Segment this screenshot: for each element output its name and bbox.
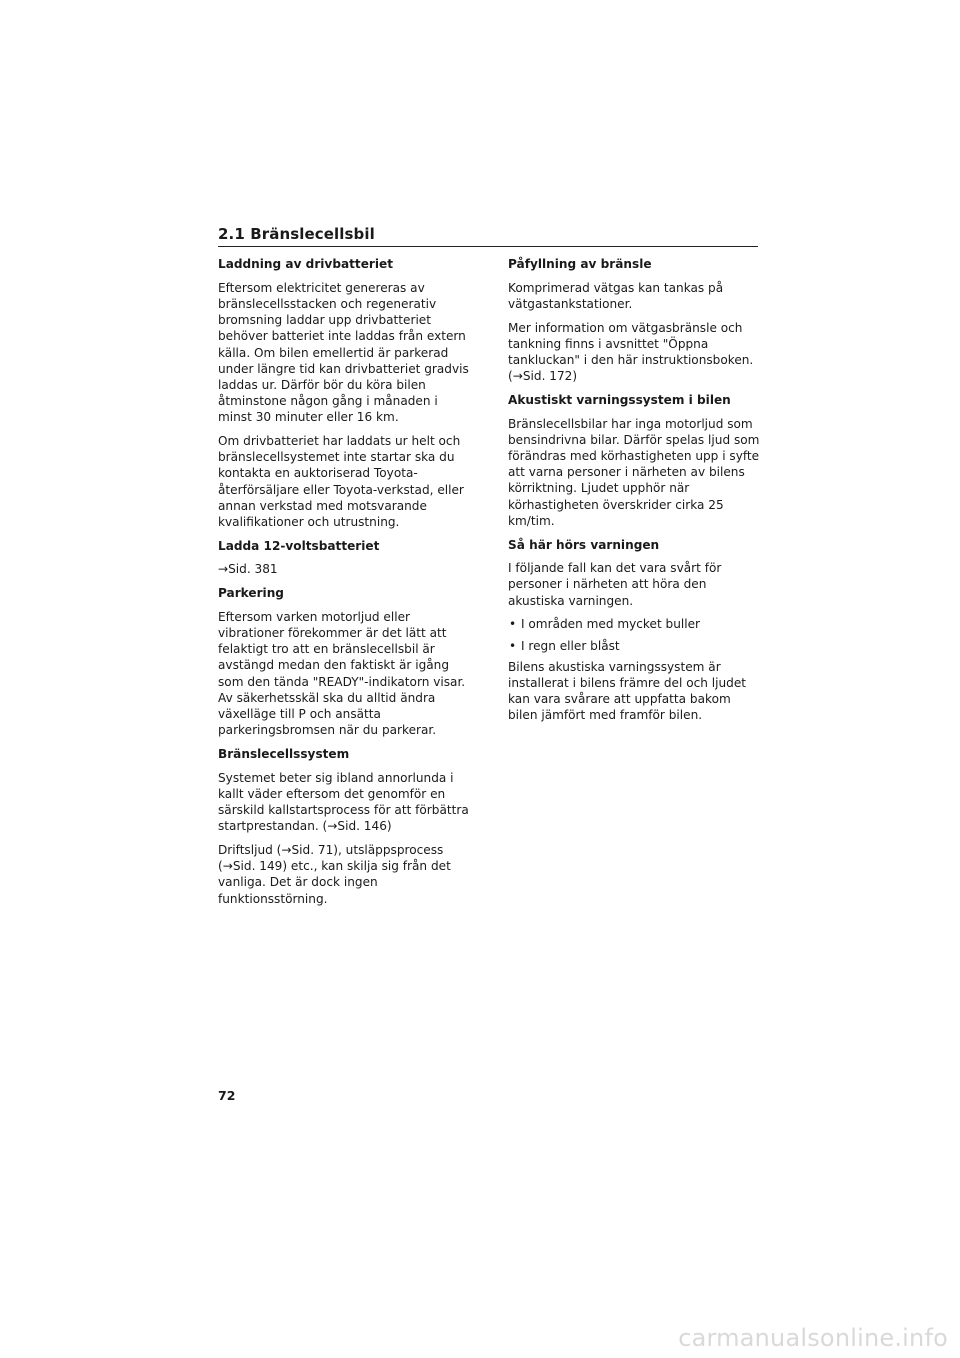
list-item [508,638,760,654]
page-reference-12v: →Sid. 381 [218,562,278,577]
paragraph-hors: I följande fall kan det vara svårt för personer i närheten att höra den akustiska varningen. [508,561,722,608]
heading-12v: Ladda 12-voltsbatteriet [218,538,380,553]
list-item-text: I områden med mycket buller [521,617,701,632]
list-item-text: I regn eller blåst [521,638,620,653]
heading-akustiskt: Akustiskt varningssystem i bilen [508,392,731,407]
paragraph-pafyllning-1: Komprimerad vätgas kan tankas på vätgastankstationer. [508,280,724,311]
paragraph-system-1: Systemet beter sig ibland annorlunda i kallt väder eftersom det genomför en särskild kallstartsprocess för att förbättra startprestandan. (→Sid. 146) [218,770,469,834]
paragraph-laddning-2: Om drivbatteriet har laddats ur helt och bränslecellsystemet inte startar ska du kontakta en auktoriserad Toyota-återförsäljare eller Toyota-verkstad, eller annan verkstad med motsvarande kvalifikationer och utrustning. [218,434,464,530]
heading-parkering: Parkering [218,586,284,601]
paragraph-parkering: Eftersom varken motorljud eller vibrationer förekommer är det lätt att felaktigt tro att en bränslecellsbil är avstängd medan den faktiskt är igång som den tända "READY"-indikatorn visar. Av säkerhetsskäl ska du alltid ändra växelläge till P och ansätta parkeringsbromsen när du parkerar. [218,609,466,738]
paragraph-akustiskt: Bränslecellsbilar har inga motorljud som bensindrivna bilar. Därför spelas ljud som förändras med körhastigheten upp i syfte att varna personer i närheten av bilens körriktning. Ljudet upphör när körhastigheten överskrider cirka 25 km/tim. [508,416,760,528]
paragraph-pafyllning-2: Mer information om vätgasbränsle och tankning finns i avsnittet "Öppna tankluckan" i den här instruktionsboken. (→Sid. 172) [508,320,754,384]
paragraph-installerat: Bilens akustiska varningssystem är installerat i bilens främre del och ljudet kan vara svårare att uppfatta bakom bilen jämfört med framför bilen. [508,659,746,723]
bullet-icon: • [509,638,517,653]
left-column [218,256,470,914]
bullet-list [508,616,760,653]
heading-laddning: Laddning av drivbatteriet [218,257,393,271]
paragraph-system-2: Driftsljud (→Sid. 71), utsläppsprocess (→Sid. 149) etc., kan skilja sig från det vanliga. Det är dock ingen funktionsstörning. [218,843,451,906]
section-header [218,224,758,247]
bullet-icon: • [509,617,517,632]
paragraph-laddning-1: Eftersom elektricitet genereras av bränslecellsstacken och regenerativ bromsning laddar upp drivbatteriet behöver batteriet inte laddas från extern källa. Om bilen emellertid är parkerad under längre tid kan drivbatteriet gradvis laddas ur. Därför bör du köra bilen åtminstone någon gång i månaden i minst 30 minuter eller 16 km. [218,280,469,425]
heading-system: Bränslecellssystem [218,746,350,761]
watermark: carmanualsonline.info [678,1324,948,1352]
list-item [508,616,760,632]
right-column [508,256,760,731]
heading-hors: Så här hörs varningen [508,537,660,552]
heading-pafyllning: Påfyllning av bränsle [508,257,652,271]
page-number: 72 [218,1088,236,1103]
section-title: 2.1 Bränslecellsbil [218,225,375,243]
